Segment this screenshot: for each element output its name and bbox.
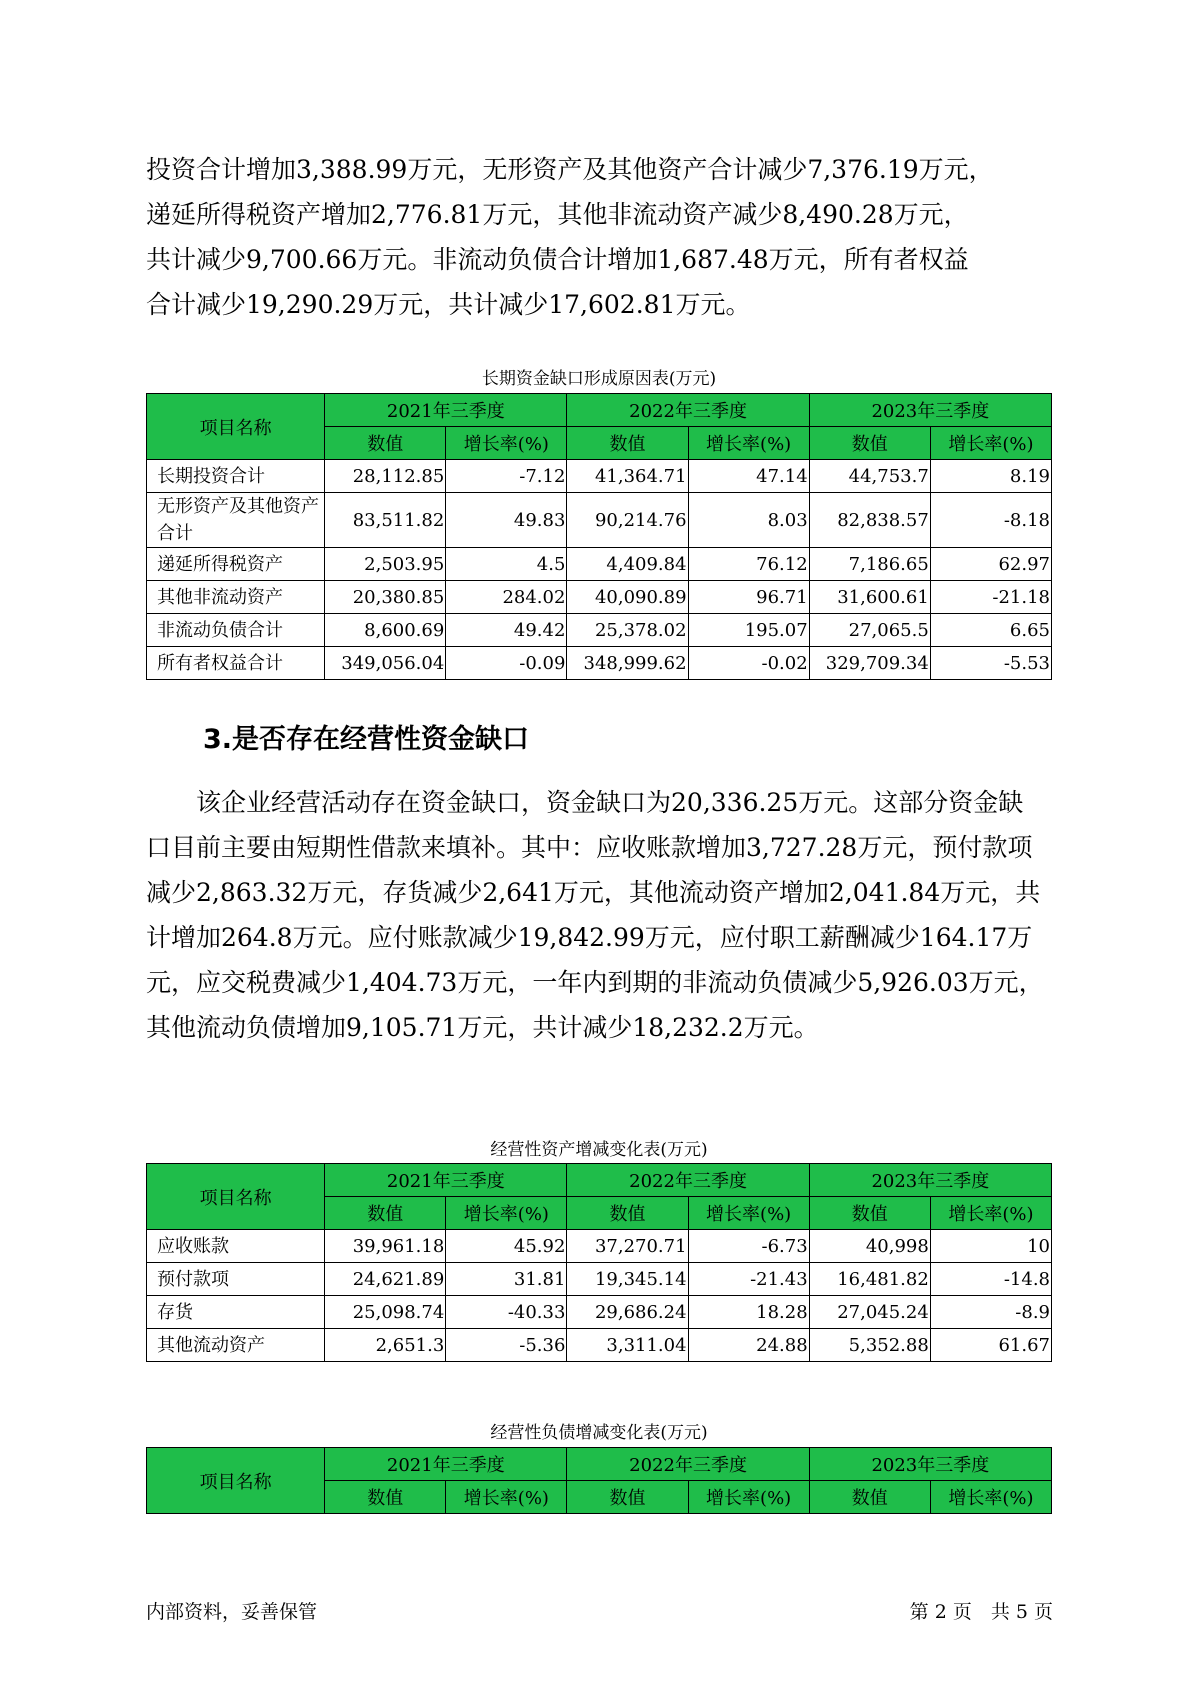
row-label: 非流动负债合计 (147, 614, 325, 647)
paragraph-top (146, 147, 1046, 327)
growth-rate-cell: 10 (930, 1230, 1051, 1263)
header-value: 数值 (567, 1197, 688, 1230)
header-year: 2022年三季度 (567, 394, 809, 427)
growth-rate-cell: 24.88 (688, 1329, 809, 1362)
value-cell: 40,090.89 (567, 581, 688, 614)
header-year: 2022年三季度 (567, 1448, 809, 1481)
value-cell: 19,345.14 (567, 1263, 688, 1296)
table-row (147, 647, 1052, 680)
header-rate: 增长率(%) (446, 1197, 567, 1230)
header-item-name: 项目名称 (147, 1448, 325, 1514)
header-value: 数值 (325, 427, 446, 460)
header-value: 数值 (809, 1481, 930, 1514)
value-cell: 348,999.62 (567, 647, 688, 680)
table-row (147, 460, 1052, 493)
table-row (147, 493, 1052, 548)
header-year: 2023年三季度 (809, 1448, 1051, 1481)
header-item-name: 项目名称 (147, 394, 325, 460)
row-label: 所有者权益合计 (147, 647, 325, 680)
growth-rate-cell: 45.92 (446, 1230, 567, 1263)
value-cell: 31,600.61 (809, 581, 930, 614)
growth-rate-cell: 96.71 (688, 581, 809, 614)
growth-rate-cell: 18.28 (688, 1296, 809, 1329)
row-label: 其他流动资产 (147, 1329, 325, 1362)
value-cell: 27,065.5 (809, 614, 930, 647)
table-row (147, 614, 1052, 647)
value-cell: 29,686.24 (567, 1296, 688, 1329)
value-cell: 41,364.71 (567, 460, 688, 493)
table-row (147, 1230, 1052, 1263)
value-cell: 349,056.04 (325, 647, 446, 680)
growth-rate-cell: 6.65 (930, 614, 1051, 647)
table-caption: 经营性负债增减变化表(万元) (490, 1423, 708, 1443)
value-cell: 16,481.82 (809, 1263, 930, 1296)
value-cell: 28,112.85 (325, 460, 446, 493)
table-row (147, 548, 1052, 581)
value-cell: 8,600.69 (325, 614, 446, 647)
growth-rate-cell: 49.83 (446, 493, 567, 548)
paragraph-line: 递延所得税资产增加2,776.81万元，其他非流动资产减少8,490.28万元， (146, 200, 969, 229)
growth-rate-cell: -7.12 (446, 460, 567, 493)
long-term-funding-gap-table (146, 393, 1052, 680)
growth-rate-cell: 4.5 (446, 548, 567, 581)
header-value: 数值 (567, 427, 688, 460)
value-cell: 3,311.04 (567, 1329, 688, 1362)
value-cell: 2,651.3 (325, 1329, 446, 1362)
growth-rate-cell: -21.43 (688, 1263, 809, 1296)
value-cell: 83,511.82 (325, 493, 446, 548)
row-label: 存货 (147, 1296, 325, 1329)
value-cell: 40,998 (809, 1230, 930, 1263)
growth-rate-cell: 62.97 (930, 548, 1051, 581)
footer-page-number: 第 2 页 共 5 页 (909, 1601, 1053, 1623)
header-rate: 增长率(%) (446, 1481, 567, 1514)
value-cell: 82,838.57 (809, 493, 930, 548)
header-rate: 增长率(%) (930, 427, 1051, 460)
header-rate: 增长率(%) (688, 427, 809, 460)
header-value: 数值 (809, 427, 930, 460)
row-label: 预付款项 (147, 1263, 325, 1296)
growth-rate-cell: -6.73 (688, 1230, 809, 1263)
value-cell: 25,098.74 (325, 1296, 446, 1329)
header-rate: 增长率(%) (930, 1481, 1051, 1514)
table-caption: 长期资金缺口形成原因表(万元) (481, 369, 717, 389)
growth-rate-cell: 8.03 (688, 493, 809, 548)
footer-confidential-note: 内部资料，妥善保管 (146, 1601, 318, 1623)
value-cell: 5,352.88 (809, 1329, 930, 1362)
value-cell: 329,709.34 (809, 647, 930, 680)
growth-rate-cell: -0.02 (688, 647, 809, 680)
growth-rate-cell: -14.8 (930, 1263, 1051, 1296)
header-year: 2023年三季度 (809, 394, 1051, 427)
value-cell: 27,045.24 (809, 1296, 930, 1329)
value-cell: 90,214.76 (567, 493, 688, 548)
header-year: 2023年三季度 (809, 1164, 1051, 1197)
header-year: 2021年三季度 (325, 394, 567, 427)
growth-rate-cell: 8.19 (930, 460, 1051, 493)
operating-liabilities-table (146, 1447, 1052, 1514)
value-cell: 37,270.71 (567, 1230, 688, 1263)
value-cell: 7,186.65 (809, 548, 930, 581)
header-value: 数值 (567, 1481, 688, 1514)
value-cell: 2,503.95 (325, 548, 446, 581)
growth-rate-cell: -40.33 (446, 1296, 567, 1329)
growth-rate-cell: 61.67 (930, 1329, 1051, 1362)
growth-rate-cell: -8.9 (930, 1296, 1051, 1329)
growth-rate-cell: 284.02 (446, 581, 567, 614)
growth-rate-cell: -8.18 (930, 493, 1051, 548)
header-value: 数值 (325, 1197, 446, 1230)
growth-rate-cell: 47.14 (688, 460, 809, 493)
growth-rate-cell: 31.81 (446, 1263, 567, 1296)
row-label: 长期投资合计 (147, 460, 325, 493)
header-rate: 增长率(%) (688, 1481, 809, 1514)
paragraph-line: 投资合计增加3,388.99万元，无形资产及其他资产合计减少7,376.19万元， (146, 155, 994, 184)
header-year: 2022年三季度 (567, 1164, 809, 1197)
header-rate: 增长率(%) (930, 1197, 1051, 1230)
header-item-name: 项目名称 (147, 1164, 325, 1230)
growth-rate-cell: 76.12 (688, 548, 809, 581)
value-cell: 24,621.89 (325, 1263, 446, 1296)
header-year: 2021年三季度 (325, 1164, 567, 1197)
value-cell: 39,961.18 (325, 1230, 446, 1263)
header-year: 2021年三季度 (325, 1448, 567, 1481)
value-cell: 4,409.84 (567, 548, 688, 581)
header-rate: 增长率(%) (688, 1197, 809, 1230)
row-label: 其他非流动资产 (147, 581, 325, 614)
table-row (147, 1329, 1052, 1362)
table-caption: 经营性资产增减变化表(万元) (490, 1140, 708, 1160)
row-label: 无形资产及其他资产合计 (147, 493, 325, 548)
paragraph-line: 合计减少19,290.29万元，共计减少17,602.81万元。 (146, 290, 751, 319)
operating-assets-table (146, 1163, 1052, 1362)
value-cell: 20,380.85 (325, 581, 446, 614)
table-row (147, 1296, 1052, 1329)
table-row (147, 1263, 1052, 1296)
row-label: 递延所得税资产 (147, 548, 325, 581)
table-row (147, 581, 1052, 614)
row-label: 应收账款 (147, 1230, 325, 1263)
header-value: 数值 (809, 1197, 930, 1230)
growth-rate-cell: 195.07 (688, 614, 809, 647)
value-cell: 44,753.7 (809, 460, 930, 493)
paragraph-operating-gap: 该企业经营活动存在资金缺口，资金缺口为20,336.25万元。这部分资金缺口目前主要由短期性借款来填补。其中：应收账款增加3,727.28万元，预付款项减少2,863.32万元，存货减少2,641万元，其他流动资产增加2,041.84万元，共计增加264.8万元。应付账款减少19,842.99万元，应付职工薪酬减少164.17万元，应交税费减少1,404.73万元，一年内到期的非流动负债减少5,926.03万元，其他流动负债增加9,105.71万元，共计减少18,232.2万元。 (146, 788, 1044, 1042)
growth-rate-cell: -5.36 (446, 1329, 567, 1362)
growth-rate-cell: -5.53 (930, 647, 1051, 680)
header-rate: 增长率(%) (446, 427, 567, 460)
growth-rate-cell: 49.42 (446, 614, 567, 647)
growth-rate-cell: -21.18 (930, 581, 1051, 614)
growth-rate-cell: -0.09 (446, 647, 567, 680)
value-cell: 25,378.02 (567, 614, 688, 647)
header-value: 数值 (325, 1481, 446, 1514)
paragraph-line: 共计减少9,700.66万元。非流动负债合计增加1,687.48万元，所有者权益 (146, 245, 969, 274)
section-heading: 3.是否存在经营性资金缺口 (203, 724, 530, 755)
